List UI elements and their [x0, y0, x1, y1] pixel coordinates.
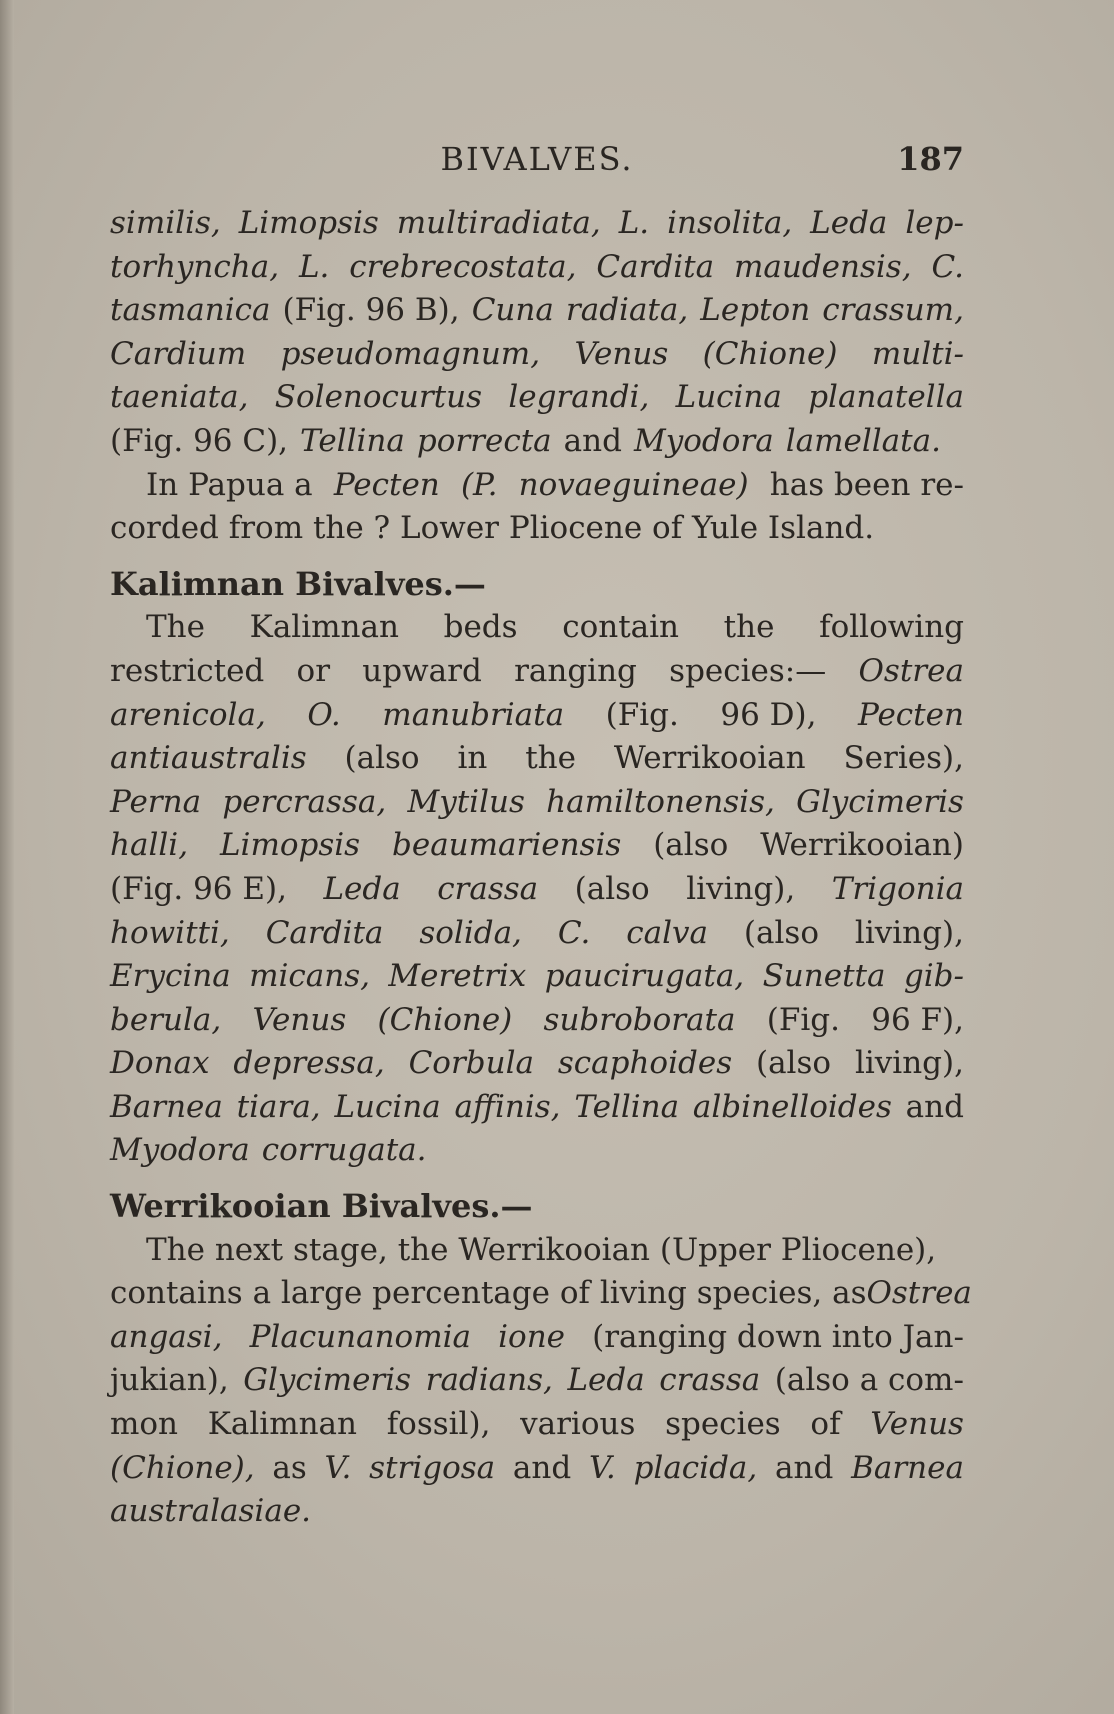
word: manubriata [382, 696, 565, 733]
word: in [457, 740, 488, 777]
word: ione [498, 1318, 566, 1355]
section-heading-werrikooian: Werrikooian Bivalves.— [110, 1187, 533, 1226]
word: Mytilus [407, 783, 525, 820]
word: Trigonia [831, 870, 964, 907]
word: (Fig. [605, 696, 679, 733]
word: (Chione), [110, 1449, 255, 1486]
word: angasi, [110, 1318, 223, 1355]
word: Meretrix [388, 958, 527, 995]
word: and [905, 1088, 964, 1125]
word: species:— [669, 652, 827, 689]
word: corded from the ? Lower Pliocene of Yule Island. [110, 510, 875, 547]
word: Lucina [334, 1088, 441, 1125]
text-line [110, 1129, 964, 1173]
word: Solenocurtus [274, 379, 483, 416]
word: Perna [110, 783, 202, 820]
word: Werrikooian [613, 740, 806, 777]
word: percrassa, [222, 783, 387, 820]
word: tasmanica [110, 292, 271, 329]
word: contain [562, 609, 680, 646]
page-header [110, 140, 964, 184]
word: (Fig. 96 C), [110, 422, 289, 459]
word: paucirugata, [544, 958, 745, 995]
word: crassa [437, 870, 539, 907]
word: Pecten [333, 466, 440, 503]
word: contains a large percentage of living species, as [110, 1275, 867, 1312]
word: In Papua a [146, 466, 313, 503]
word: living), [854, 1045, 964, 1082]
word: Donax [110, 1045, 210, 1082]
word: lamellata. [785, 422, 941, 459]
word: corrugata. [261, 1132, 427, 1169]
word: australasiae. [110, 1493, 312, 1530]
text-line [110, 781, 964, 825]
word: Lepton [700, 292, 811, 329]
word: (also [344, 740, 420, 777]
word: Myodora [110, 1132, 250, 1169]
word: upward [362, 652, 482, 689]
word: The next stage, the Werrikooian (Upper Pliocene), [146, 1231, 937, 1268]
text-line [110, 1042, 964, 1086]
text-line [110, 955, 964, 999]
word: the [723, 609, 775, 646]
word: porrecta [416, 422, 552, 459]
word: micans, [249, 958, 370, 995]
text-line [110, 606, 964, 650]
word: Erycina [110, 958, 231, 995]
word: berula, [110, 1001, 222, 1038]
word: albinelloides [692, 1088, 892, 1125]
word: hamiltonensis, [546, 783, 775, 820]
word: maudensis, [733, 248, 912, 285]
word: (ranging down into Jan- [592, 1318, 964, 1355]
word: and [775, 1449, 834, 1486]
text-line [110, 999, 964, 1043]
word: legrandi, [508, 379, 650, 416]
word: taeniata, [110, 379, 249, 416]
page-spine-shadow [0, 0, 14, 1714]
word: Barnea [110, 1088, 223, 1125]
word: (also [755, 1045, 832, 1082]
word: O. [307, 696, 341, 733]
word: depressa, [233, 1045, 385, 1082]
text-line [110, 737, 964, 781]
text-line [110, 202, 964, 246]
word: Placunanomia [249, 1318, 472, 1355]
word: The [146, 609, 205, 646]
word: calva [626, 914, 708, 951]
word: Leda [810, 205, 888, 241]
word: crassa [659, 1362, 761, 1399]
word: mon [110, 1406, 179, 1443]
text-line [110, 376, 964, 420]
word: Venus [870, 1406, 964, 1443]
text-line [110, 694, 964, 738]
word: beds [443, 609, 518, 646]
text-line [110, 507, 964, 551]
word: beaumariensis [392, 827, 622, 864]
word: and [563, 422, 622, 459]
text-line [110, 1403, 964, 1447]
word: Werrikooian) [760, 827, 964, 864]
word: Cardita [265, 914, 384, 951]
word: solida, [419, 914, 522, 951]
word: novaeguineae) [518, 466, 749, 503]
text-line [110, 1359, 964, 1403]
word: gib- [903, 958, 964, 995]
word: Limopsis [219, 827, 361, 864]
word: (Fig. [766, 1001, 840, 1038]
word: Ostrea [866, 1275, 972, 1312]
page-number: 187 [897, 140, 964, 178]
text-line [110, 1316, 964, 1360]
word: Leda [567, 1362, 645, 1399]
word: C. [557, 914, 591, 951]
paragraph-werrikooian [110, 1229, 972, 1534]
text-line [110, 912, 964, 956]
word: has been re- [769, 466, 964, 503]
word: various [520, 1406, 636, 1443]
word: Leda [323, 870, 401, 907]
text-line [110, 420, 964, 464]
word: Glycimeris [243, 1362, 412, 1399]
word: (Chione) [377, 1001, 513, 1038]
word: tiara, [236, 1088, 321, 1125]
text-line [110, 333, 964, 377]
word: restricted [110, 652, 265, 689]
word: Ostrea [858, 652, 964, 689]
word: Pecten [857, 696, 964, 733]
word: multiradiata, [396, 205, 601, 241]
word: as [272, 1449, 307, 1486]
word: C. [931, 248, 964, 285]
word: arenicola, [110, 696, 266, 733]
word: Venus [574, 335, 669, 372]
word: 96 D), [720, 696, 817, 733]
word: Venus [252, 1001, 347, 1038]
word: multi- [871, 335, 964, 372]
word: fossil), [386, 1406, 491, 1443]
word: Cardium [110, 335, 247, 372]
word: Tellina [300, 422, 405, 459]
word: Kalimnan [249, 609, 399, 646]
word: (also [653, 827, 729, 864]
word: species [665, 1406, 781, 1443]
word: of [810, 1406, 841, 1443]
word: V. [324, 1449, 352, 1486]
word: Lucina [675, 379, 782, 416]
word: the [525, 740, 576, 777]
word: Series), [843, 740, 964, 777]
word: radiata, [565, 292, 689, 329]
word: living), [686, 870, 796, 907]
word: insolita, [667, 205, 793, 241]
word: Barnea [851, 1449, 964, 1486]
word: (also [743, 914, 819, 951]
word: affinis, [454, 1088, 561, 1125]
word: crebrecostata, [349, 248, 577, 285]
word: similis, [110, 205, 221, 241]
word: Kalimnan [207, 1406, 357, 1443]
text-line [110, 824, 964, 868]
word: Corbula [408, 1045, 534, 1082]
word: ranging [514, 652, 637, 689]
word: placida, [633, 1449, 758, 1486]
word: jukian), [110, 1362, 229, 1399]
text-line [110, 1272, 972, 1316]
word: Cuna [471, 292, 554, 329]
text-line [110, 246, 964, 290]
body-text [110, 202, 972, 1534]
word: Glycimeris [796, 783, 964, 820]
word: (Fig. 96 E), [110, 870, 287, 907]
word: L. [298, 248, 330, 285]
text-line [110, 650, 964, 694]
word: V. [588, 1449, 616, 1486]
word: torhyncha, [110, 248, 280, 285]
word: Sunetta [762, 958, 886, 995]
word: subroborata [543, 1001, 736, 1038]
running-title: BIVALVES. [440, 140, 634, 178]
word: (Fig. 96 B), [282, 292, 460, 329]
word: halli, [110, 827, 189, 864]
text-line [110, 464, 964, 508]
word: Tellina [574, 1088, 680, 1125]
section-heading-kalimnan: Kalimnan Bivalves.— [110, 564, 486, 603]
word: strigosa [369, 1449, 496, 1486]
text-line [110, 1229, 964, 1273]
word: or [296, 652, 331, 689]
text-line [110, 1490, 964, 1534]
word: scaphoides [557, 1045, 733, 1082]
word: lep- [905, 205, 964, 241]
text-line [110, 868, 964, 912]
word: Limopsis [238, 205, 379, 241]
word: L. [618, 205, 650, 241]
word: pseudomagnum, [280, 335, 541, 372]
word: (P. [460, 466, 498, 503]
word: howitti, [110, 914, 230, 951]
word: antiaustralis [110, 740, 307, 777]
word: crassum, [822, 292, 964, 329]
word: planatella [808, 379, 964, 416]
word: following [819, 609, 964, 646]
word: (Chione) [702, 335, 838, 372]
word: living), [854, 914, 964, 951]
text-line [110, 1086, 964, 1130]
word: (also [574, 870, 650, 907]
word: Myodora [633, 422, 774, 459]
paragraph-continuation [110, 202, 964, 464]
word: and [512, 1449, 572, 1486]
word: (also a com- [774, 1362, 964, 1399]
text-line [110, 289, 964, 333]
paragraph-kalimnan [110, 606, 964, 1173]
text-line [110, 1447, 964, 1491]
word: Cardita [596, 248, 715, 285]
word: radians, [425, 1362, 553, 1399]
word: 96 F), [871, 1001, 964, 1038]
paragraph-papua [110, 464, 964, 551]
